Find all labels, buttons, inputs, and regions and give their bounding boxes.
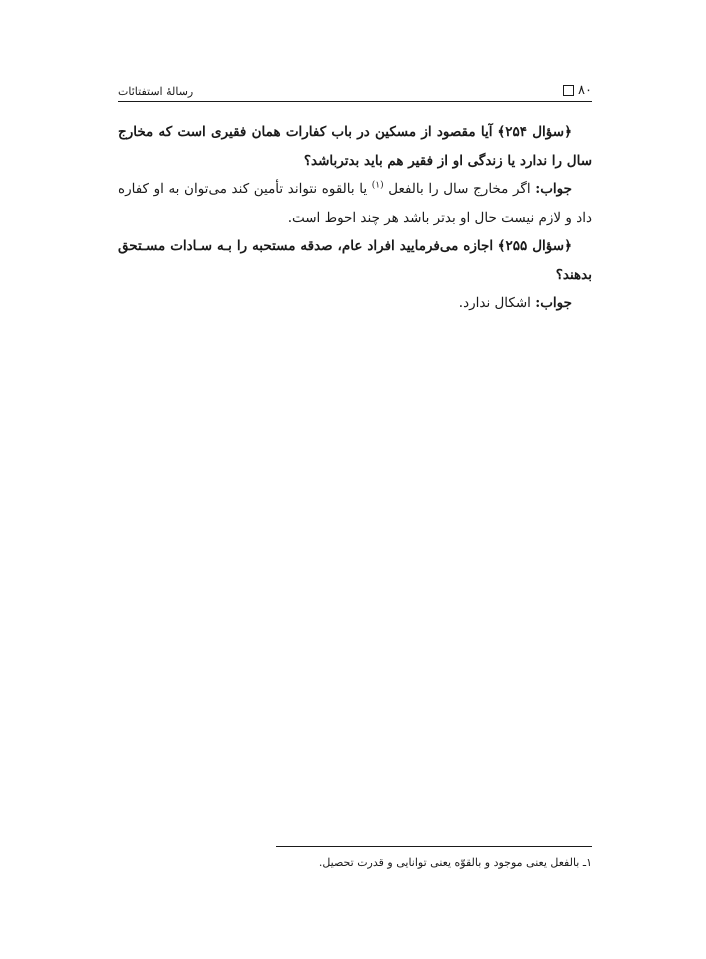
answer-254: [118, 175, 592, 232]
header-divider: [118, 101, 592, 102]
question-254-label: ﴿سؤال ۲۵۴﴾: [497, 124, 573, 140]
page-header: [118, 76, 592, 98]
page-number: [563, 83, 592, 98]
question-255: [118, 232, 592, 289]
body-text: [118, 118, 592, 318]
question-254-text: آیا مقصود از مسکین در باب کفارات همان فقیری است که مخارج سال را ندارد یا زندگی او از فقیر هم باید بدترباشد؟: [118, 124, 592, 169]
footnote-reference: (۱): [371, 180, 384, 191]
answer-254-label: جواب:: [535, 181, 572, 197]
answer-255: [118, 289, 592, 318]
footnote: ۱ـ بالفعل یعنی موجود و بالقوّه یعنی توانایی و قدرت تحصیل.: [318, 856, 592, 869]
question-255-label: ﴿سؤال ۲۵۵﴾: [497, 238, 573, 254]
book-title: رسالهٔ استفتائات: [118, 85, 194, 98]
footnote-divider: [276, 846, 592, 847]
page-number-text: ۸۰: [578, 83, 592, 98]
square-bullet-icon: [563, 85, 574, 96]
question-255-text: اجازه می‌فرمایید افراد عام، صدقه مستحبه را بـه سـادات مسـتحق بدهند؟: [118, 238, 592, 283]
question-254: [118, 118, 592, 175]
answer-254-text-part1: اگر مخارج سال را بالفعل: [388, 181, 531, 197]
answer-255-label: جواب:: [535, 295, 572, 311]
answer-255-text: اشکال ندارد.: [458, 295, 531, 311]
answer-254-text-part2: یا بالقوه نتواند تأمین کند می‌توان به او کفاره داد و لازم نیست حال او بدتر باشد هر چند احوط است.: [118, 181, 592, 226]
